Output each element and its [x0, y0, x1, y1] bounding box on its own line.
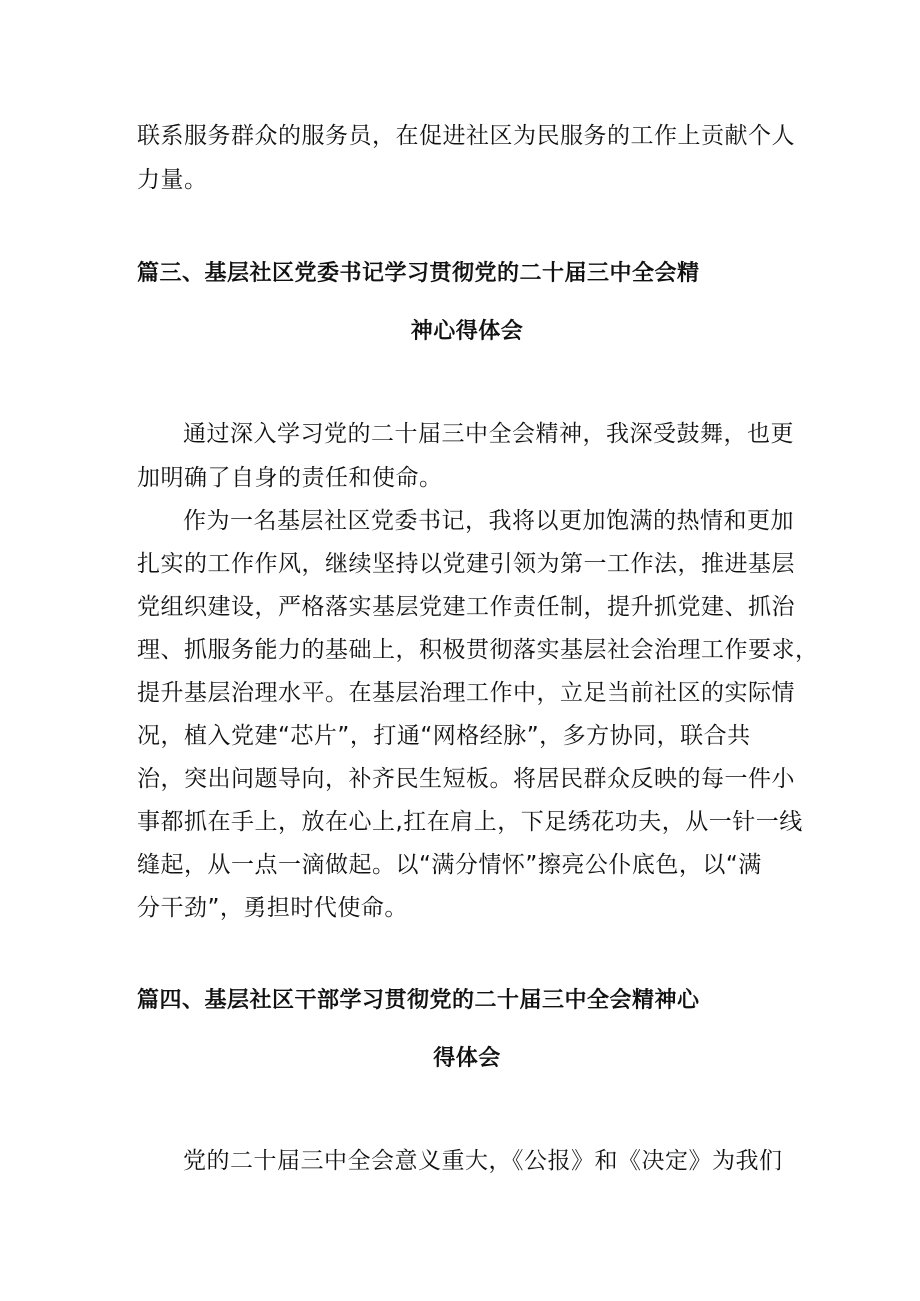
section3-p2-line-8: 事都抓在手上，放在心上,扛在肩上，下足绣花功夫，从一针一线 [137, 809, 803, 835]
section3-p2-line-1: 作为一名基层社区党委书记，我将以更加饱满的热情和更加 [183, 508, 794, 534]
section3-p2-line-6: 况，植入党建“芯片”，打通“网格经脉”，多方协同，联合共 [137, 723, 751, 749]
section4-title-line-1: 篇四、基层社区干部学习贯彻党的二十届三中全会精神心 [137, 988, 700, 1013]
section3-p2-line-10: 分干劲”，勇担时代使命。 [137, 895, 408, 921]
section3-title-line-1: 篇三、基层社区党委书记学习贯彻党的二十届三中全会精 [137, 261, 700, 286]
section3-p2-line-4: 理、抓服务能力的基础上，积极贯彻落实基层社会治理工作要求， [137, 637, 819, 663]
section3-p2-line-9: 缝起，从一点一滴做起。以“满分情怀”擦亮公仆底色，以“满 [137, 852, 762, 878]
section4-p1-line-1: 党的二十届三中全会意义重大，《公报》和《决定》为我们 [183, 1148, 783, 1174]
intro-line-2: 力量。 [137, 167, 208, 193]
intro-line-1: 联系服务群众的服务员，在促进社区为民服务的工作上贡献个人 [137, 123, 795, 149]
section3-title-line-2: 神心得体会 [410, 319, 524, 344]
section3-p2-line-2: 扎实的工作作风，继续坚持以党建引领为第一工作法，推进基层 [137, 551, 795, 577]
section3-p1-line-2: 加明确了自身的责任和使命。 [137, 465, 443, 491]
section3-p2-line-7: 治，突出问题导向，补齐民生短板。将居民群众反映的每一件小 [137, 766, 795, 792]
section4-title-line-2: 得体会 [433, 1046, 501, 1071]
section3-p1-line-1: 通过深入学习党的二十届三中全会精神，我深受鼓舞，也更 [183, 421, 794, 447]
section3-p2-line-5: 提升基层治理水平。在基层治理工作中，立足当前社区的实际情 [137, 680, 795, 706]
section3-p2-line-3: 党组织建设，严格落实基层党建工作责任制，提升抓党建、抓治 [137, 594, 795, 620]
